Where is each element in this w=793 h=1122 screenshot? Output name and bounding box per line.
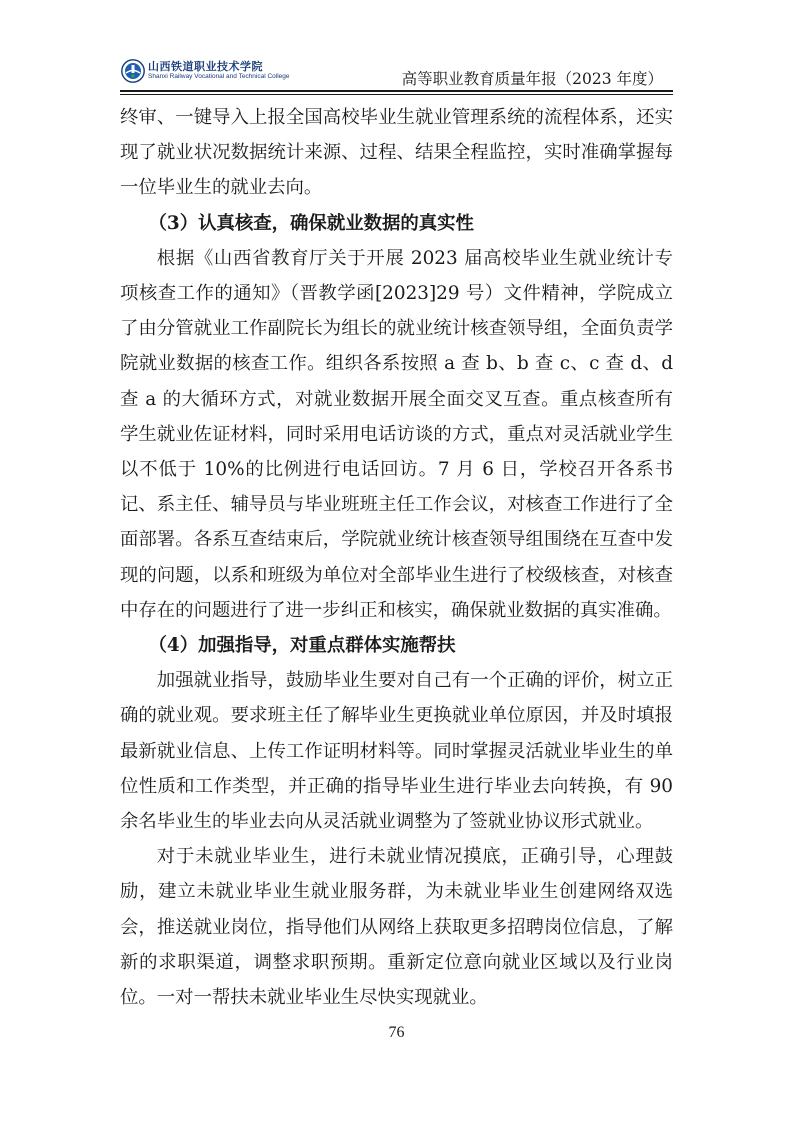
page-header xyxy=(0,0,793,100)
header-rule-thick xyxy=(120,90,673,92)
page-number: 76 xyxy=(388,1024,405,1041)
paragraph-guidance: 加强就业指导，鼓励毕业生要对自己有一个正确的评价，树立正确的就业观。要求班主任了解毕业生更换就业单位原因，并及时填报最新就业信息、上传工作证明材料等。同时掌握灵活就业毕业生的单位性质和工作类型，并正确的指导毕业生进行毕业去向转换，有 90 余名毕业生的毕业去向从灵活就业调整为了签就业协议形式就业。 xyxy=(120,670,673,833)
report-title: 高等职业教育质量年报（2023 年度） xyxy=(401,70,663,88)
continued-paragraph: 终审、一键导入上报全国高校毕业生就业管理系统的流程体系，还实现了就业状况数据统计来源、过程、结果全程监控，实时准确掌握每一位毕业生的就业去向。 xyxy=(120,107,673,199)
header-rule-thin xyxy=(120,94,673,95)
page-body xyxy=(120,100,673,1015)
section-heading-3: （3）认真核查，确保就业数据的真实性 xyxy=(148,212,474,234)
school-name-en: Shanxi Railway Vocational and Technical College xyxy=(148,73,290,80)
paragraph-verification: 根据《山西省教育厅关于开展 2023 届高校毕业生就业统计专项核查工作的通知》（晋教学函[2023]29 号）文件精神，学院成立了由分管就业工作副院长为组长的就业统计核查领导组，全面负责学院就业数据的核查工作。组织各系按照 a 查 b、b 查 c、c 查 d、d 查 a 的大循环方式，对就业数据开展全面交叉互查。重点核查所有学生就业佐证材料，同时采用电话访谈的方式，重点对灵活就业学生以不低于 10%的比例进行电话回访。7 月 6 日，学校召开各系书记、系主任、辅导员与毕业班班主任工作会议，对核查工作进行了全面部署。各系互查结束后，学院就业统计核查领导组围绕在互查中发现的问题，以系和班级为单位对全部毕业生进行了校级核查，对核查中存在的问题进行了进一步纠正和核实，确保就业数据的真实准确。 xyxy=(120,247,673,621)
school-emblem-icon xyxy=(121,59,145,83)
section-heading-4: （4）加强指导，对重点群体实施帮扶 xyxy=(148,635,456,657)
school-name-cn: 山西铁道职业技术学院 xyxy=(148,60,263,73)
paragraph-unemployed-support: 对于未就业毕业生，进行未就业情况摸底，正确引导，心理鼓励，建立未就业毕业生就业服务群，为未就业毕业生创建网络双选会，推送就业岗位，指导他们从网络上获取更多招聘岗位信息，了解新的求职渠道，调整求职预期。重新定位意向就业区域以及行业岗位。一对一帮扶未就业毕业生尽快实现就业。 xyxy=(120,846,673,1009)
